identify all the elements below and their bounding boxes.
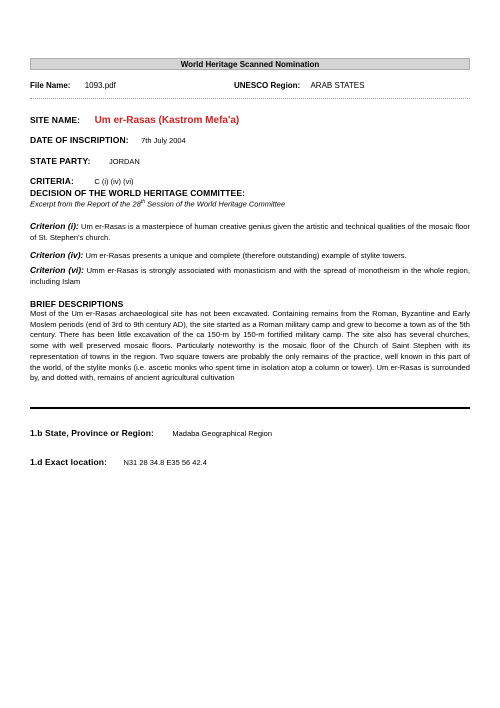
- criteria-row: [30, 171, 133, 189]
- criterion-i-text: Um er-Rasas is a masterpiece of human creative genius given the artistic and technical qualities of the mosaic floor of St. Stephen's church.: [30, 222, 470, 242]
- decision-excerpt-post: Session of the World Heritage Committee: [145, 199, 286, 209]
- site-name-value: Um er-Rasas (Kastrom Mefa'a): [94, 115, 240, 126]
- state-party-value: JORDAN: [109, 157, 140, 166]
- exact-location-value: N31 28 34.8 E35 56 42.4: [123, 458, 207, 467]
- unesco-region-row: [234, 81, 364, 90]
- document-header: World Heritage Scanned Nomination: [30, 58, 470, 70]
- criterion-i-label: Criterion (i):: [30, 221, 79, 231]
- file-name-row: [30, 81, 116, 90]
- brief-descriptions-text: Most of the Um er-Rasas archaeological site has not been excavated. Containing remains from the Roman, Byzantine and Early Moslem periods (end of 3rd to 9th century AD), the site started as a Roman military camp and grew to become a town as of the 5th century. There has been little excavation of the ca 150-m by 150-m fortified military camp. The site also has several churches, some with well preserved mosaic floors. Particularly noteworthy is the mosaic floor of the Church of Saint Stephen with its representation of towns in the region. Two square towers are probably the only remains of the practice, well known in this part of the world, of the stylite monks (i.e. ascetic monks who spent time in isolation atop a column or tower). Um er-Rasas is surrounded by, and dotted with, remains of ancient agricultural cultivation: [30, 309, 470, 383]
- criteria-label: CRITERIA:: [30, 176, 74, 186]
- file-name-value: 1093.pdf: [84, 81, 116, 90]
- unesco-region-label: UNESCO Region:: [234, 81, 301, 90]
- state-province-value: Madaba Geographical Region: [172, 429, 273, 438]
- exact-location-row: [30, 452, 207, 470]
- brief-descriptions-title: BRIEF DESCRIPTIONS: [30, 299, 124, 309]
- criterion-iv-label: Criterion (iv):: [30, 250, 84, 260]
- decision-excerpt-sup: th: [140, 199, 146, 205]
- criteria-value: C (i) (iv) (vi): [94, 177, 134, 186]
- state-party-label: STATE PARTY:: [30, 156, 91, 166]
- criterion-iv-text: Um er-Rasas presents a unique and complete (therefore outstanding) example of stylite towers.: [85, 251, 407, 260]
- site-name-label: SITE NAME:: [30, 115, 81, 125]
- inscription-value: 7th July 2004: [141, 136, 186, 145]
- criterion-vi-label: Criterion (vi):: [30, 265, 84, 275]
- separator-solid: [30, 407, 470, 409]
- criterion-i-paragraph: [30, 221, 470, 243]
- unesco-region-value: ARAB STATES: [310, 81, 365, 90]
- exact-location-label: 1.d Exact location:: [30, 457, 108, 467]
- criterion-iv-paragraph: [30, 250, 470, 261]
- file-name-label: File Name:: [30, 81, 71, 90]
- separator-dotted: [30, 98, 470, 99]
- decision-title: DECISION OF THE WORLD HERITAGE COMMITTEE:: [30, 188, 246, 198]
- inscription-row: [30, 130, 186, 148]
- state-province-label: 1.b State, Province or Region:: [30, 428, 154, 438]
- criterion-vi-paragraph: [30, 265, 470, 287]
- decision-excerpt: [30, 199, 285, 209]
- state-party-row: [30, 151, 140, 169]
- decision-excerpt-pre: Excerpt from the Report of the 28: [30, 199, 141, 209]
- site-name-row: [30, 110, 239, 128]
- state-province-row: [30, 423, 272, 441]
- criterion-vi-text: Umm er-Rasas is strongly associated with monasticism and with the spread of monotheism in the whole region, including Islam: [30, 266, 470, 286]
- inscription-label: DATE OF INSCRIPTION:: [30, 135, 129, 145]
